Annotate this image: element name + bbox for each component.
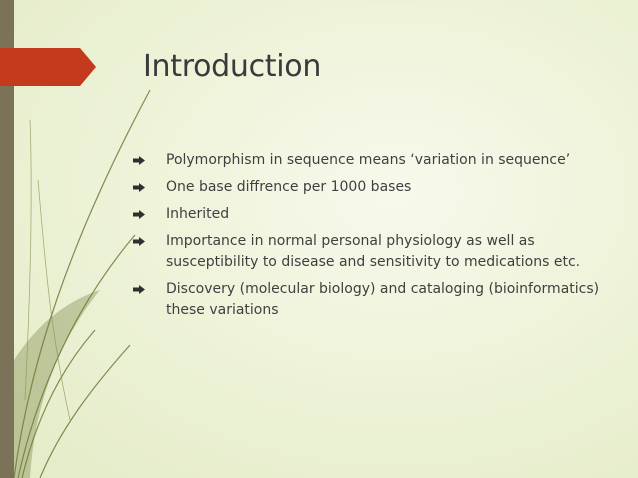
- list-item: [133, 204, 603, 225]
- list-item: [133, 150, 603, 171]
- title-accent-tab: [0, 48, 96, 86]
- list-item: [133, 231, 603, 273]
- arrow-right-icon: [133, 156, 145, 165]
- arrow-right-icon: [133, 210, 145, 219]
- bullet-text: Polymorphism in sequence means ‘variation in sequence’: [166, 152, 571, 168]
- arrow-right-icon: [133, 285, 145, 294]
- bullet-list: [133, 150, 603, 327]
- list-item: [133, 177, 603, 198]
- bullet-text: Discovery (molecular biology) and cataloging (bioinformatics) these variations: [166, 281, 600, 318]
- bullet-text: One base diffrence per 1000 bases: [166, 179, 412, 195]
- bullet-text: Importance in normal personal physiology as well as susceptibility to disease and sensitivity to medications etc.: [166, 233, 581, 270]
- bullet-text: Inherited: [166, 206, 230, 222]
- arrow-right-icon: [133, 237, 145, 246]
- arrow-right-icon: [133, 183, 145, 192]
- slide-title: Introduction: [143, 49, 322, 84]
- list-item: [133, 279, 603, 321]
